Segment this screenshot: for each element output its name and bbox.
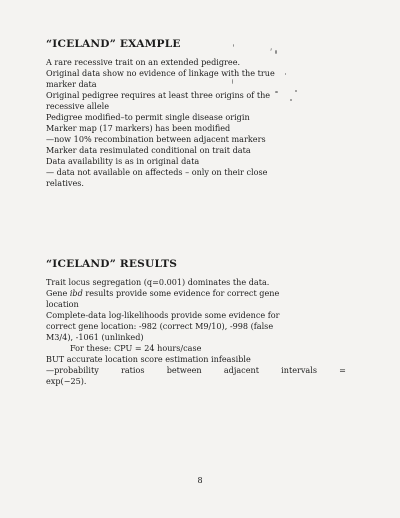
text-line: For these: CPU = 24 hours/case <box>70 343 202 353</box>
text-fragment: —probability <box>46 365 99 375</box>
text-fragment: results provide some evidence for correct gene <box>82 288 280 298</box>
iceland-example-section <box>46 38 346 189</box>
text-line: Pedigree modified–to permit single disease origin <box>46 112 250 122</box>
text-line: marker data <box>46 79 97 89</box>
text-line <box>46 288 346 299</box>
text-line: — data not available on affecteds – only on their close <box>46 167 268 177</box>
text-line: Original pedigree requires at least three origins of the <box>46 90 271 100</box>
text-line: correct gene location: -982 (correct M9/10), -998 (false <box>46 321 274 331</box>
text-line <box>46 365 346 376</box>
text-fragment: ratios <box>120 365 145 375</box>
text-line: Marker data resimulated conditional on trait data <box>46 145 251 155</box>
text-line: recessive allele <box>46 101 109 111</box>
page-number: 8 <box>197 476 203 485</box>
text-fragment: intervals <box>281 365 317 375</box>
text-line: Original data show no evidence of linkage with the true <box>46 68 275 78</box>
text-line: M3/4), -1061 (unlinked) <box>46 332 144 342</box>
text-fragment: Gene <box>46 288 70 298</box>
text-line: Trait locus segregation (q=0.001) dominates the data. <box>46 277 270 287</box>
text-line: —now 10% recombination between adjacent markers <box>46 134 266 144</box>
text-line: exp(−25). <box>46 376 87 386</box>
scan-mark: ⸴ <box>270 43 273 54</box>
text-line: A rare recessive trait on an extended pedigree. <box>46 57 241 67</box>
text-line: Data availability is as in original data <box>46 156 200 166</box>
iceland-results-section <box>46 258 346 387</box>
text-line: BUT accurate location score estimation infeasible <box>46 354 251 364</box>
section-title: “ICELAND” RESULTS <box>46 258 178 270</box>
italic-term: ibd <box>69 288 83 298</box>
text-line: relatives. <box>46 178 85 188</box>
text-line: Complete-data log-likelihoods provide some evidence for <box>46 310 280 320</box>
text-line: location <box>46 299 79 309</box>
section-title: “ICELAND” EXAMPLE <box>46 38 181 50</box>
text-fragment: = <box>339 365 346 375</box>
text-fragment: adjacent <box>223 365 259 375</box>
text-fragment: between <box>166 365 202 375</box>
text-line: Marker map (17 markers) has been modified <box>46 123 231 133</box>
